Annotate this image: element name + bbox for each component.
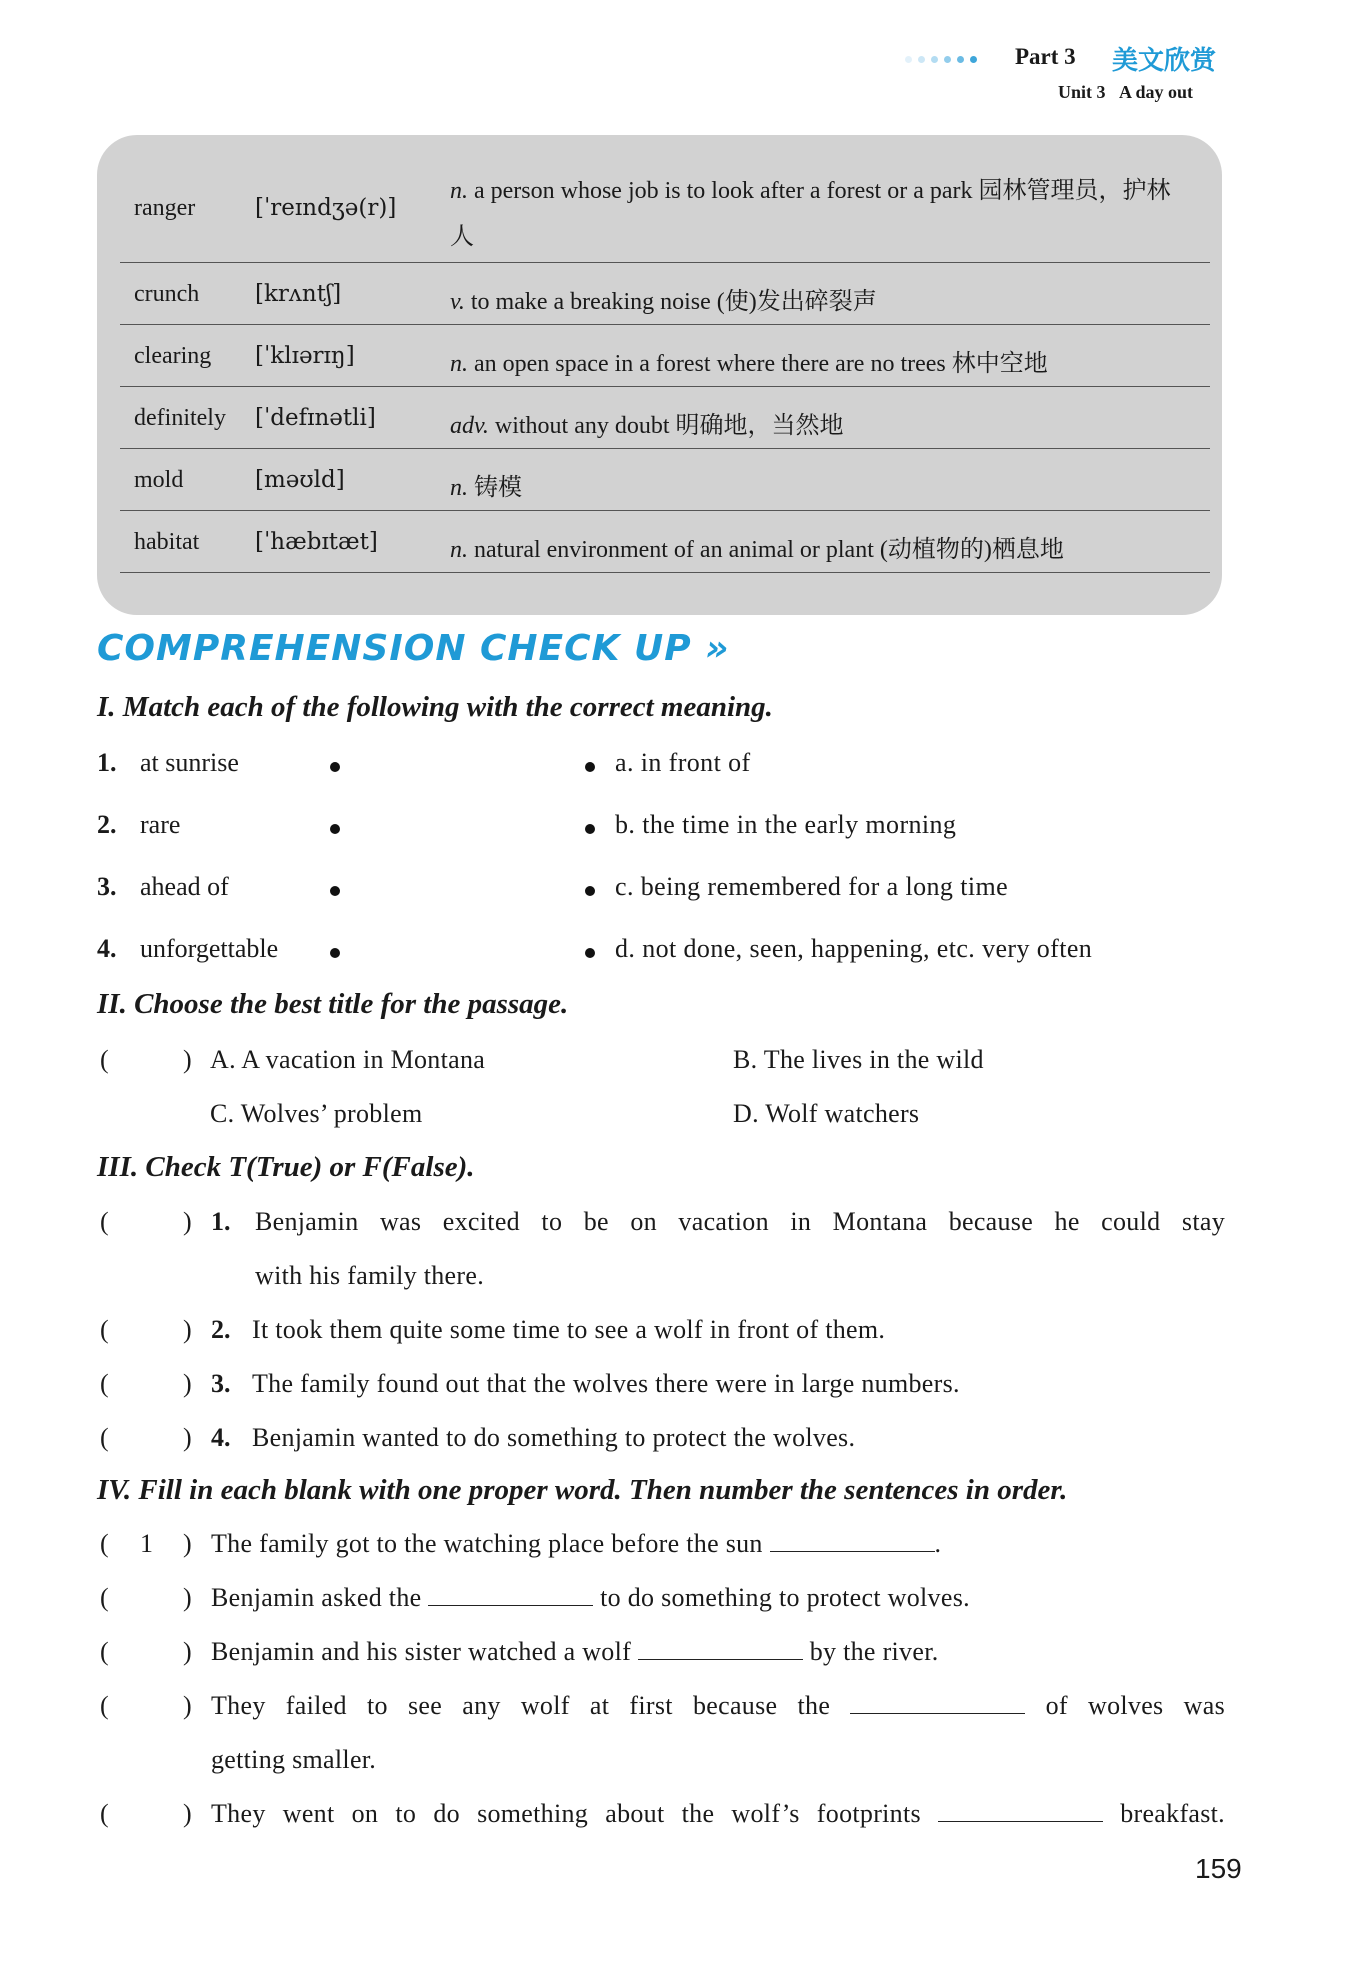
match-left-item: ahead of [140,872,229,901]
tf-statement: It took them quite some time to see a wolf in front of them. [252,1315,886,1344]
vocab-definition [450,529,1190,564]
tf-statement: The family found out that the wolves there were in large numbers. [252,1369,960,1398]
match-left-item: unforgettable [140,934,279,963]
vocab-definition [450,467,1190,502]
answer-paren-close[interactable]: ) [183,1207,192,1236]
answer-paren-open[interactable]: ( [100,1207,109,1236]
match-right-item: a. in front of [615,748,751,777]
sentence-text: to do something to protect wolves. [600,1583,970,1612]
answer-paren-close[interactable]: ) [183,1583,192,1612]
match-dot-right[interactable] [585,762,595,772]
dot [918,56,925,63]
match-number: 4. [97,934,117,963]
vocab-word: crunch [134,281,200,307]
vocab-def-text: 铸模 [474,475,522,501]
match-dot-left[interactable] [330,762,340,772]
vocab-def-text: natural environment of an animal or plant (动植物的)栖息地 [474,537,1064,563]
option-b: B. The lives in the wild [733,1045,984,1074]
sentence-text: They failed to see any wolf at first because the [211,1691,831,1720]
answer-paren-close[interactable]: ) [183,1529,192,1558]
option-c: C. Wolves’ problem [210,1099,423,1128]
answer-paren-close[interactable]: ) [183,1423,192,1452]
fill-sentence-continued: getting smaller. [211,1745,377,1774]
match-left-item: at sunrise [140,748,239,777]
answer-paren-close[interactable]: ) [183,1045,192,1074]
comprehension-title: COMPREHENSION CHECK UP » [97,628,730,669]
header-part-chinese: 美文欣赏 [1112,46,1217,76]
vocab-word: definitely [134,405,226,431]
unit-label: Unit 3 [1058,82,1106,102]
vocab-pronunciation: [ˈklɪərɪŋ] [255,343,355,369]
fill-blank[interactable] [770,1551,935,1552]
dot [970,56,977,63]
tf-statement-continued: with his family there. [255,1261,484,1290]
fill-sentence [211,1583,970,1613]
vocab-divider [120,262,1210,263]
vocab-divider [120,324,1210,325]
match-dot-right[interactable] [585,824,595,834]
vocab-def-text: without any doubt 明确地，当然地 [494,413,844,439]
header-decoration-dots [905,50,983,68]
tf-number: 1. [211,1207,231,1236]
sentence-text: . [934,1529,942,1558]
dot [905,56,912,63]
dot [957,56,964,63]
answer-paren-close[interactable]: ) [183,1369,192,1398]
vocab-pos: adv. [450,413,489,439]
match-dot-left[interactable] [330,886,340,896]
match-number: 3. [97,872,117,901]
match-number: 2. [97,810,117,839]
sentence-text: of wolves was [1045,1691,1225,1720]
vocab-pronunciation: [məʊld] [255,467,345,493]
match-dot-right[interactable] [585,886,595,896]
answer-paren-close[interactable]: ) [183,1799,192,1828]
answer-paren-close[interactable]: ) [183,1315,192,1344]
vocab-divider [120,448,1210,449]
tf-statement: Benjamin was excited to be on vacation in Montana because he could stay [255,1207,1225,1236]
unit-title: A day out [1119,82,1194,102]
tf-number: 4. [211,1423,231,1452]
vocab-pronunciation: [ˈhæbɪtæt] [255,529,378,555]
fill-blank[interactable] [938,1821,1103,1822]
answer-paren-open[interactable]: ( [100,1369,109,1398]
vocab-divider [120,510,1210,511]
vocab-pos: n. [450,178,468,204]
part3-title: III. Check T(True) or F(False). [97,1151,475,1183]
match-left-item: rare [140,810,181,839]
answer-paren-open[interactable]: ( [100,1315,109,1344]
tf-number: 3. [211,1369,231,1398]
page-number: 159 [1195,1853,1242,1884]
dot [944,56,951,63]
part2-title: II. Choose the best title for the passage. [97,988,569,1020]
vocab-divider [120,572,1210,573]
vocab-divider [120,386,1210,387]
part4-title: IV. Fill in each blank with one proper word. Then number the sentences in order. [97,1474,1068,1506]
vocab-pos: v. [450,289,465,315]
part1-title: I. Match each of the following with the correct meaning. [97,691,773,723]
vocab-pronunciation: [ˈreɪndʒə(r)] [255,195,397,221]
sentence-text: Benjamin asked the [211,1583,422,1612]
fill-blank[interactable] [638,1659,803,1660]
vocab-definition [450,343,1190,378]
sentence-text: breakfast. [1120,1799,1225,1828]
vocab-pos: n. [450,475,468,501]
answer-paren-close[interactable]: ) [183,1691,192,1720]
answer-paren-open[interactable]: ( [100,1045,109,1074]
vocab-pronunciation: [ˈdefɪnətli] [255,405,376,431]
order-answer: 1 [140,1529,154,1558]
answer-paren-open[interactable]: ( [100,1799,109,1828]
sentence-text: by the river. [809,1637,939,1666]
answer-paren-open[interactable]: ( [100,1637,109,1666]
answer-paren-open[interactable]: ( [100,1583,109,1612]
vocab-pos: n. [450,537,468,563]
sentence-text: Benjamin and his sister watched a wolf [211,1637,632,1666]
match-right-item: c. being remembered for a long time [615,872,1009,901]
dot [931,56,938,63]
fill-blank[interactable] [850,1713,1025,1714]
sentence-text: They went on to do something about the wolf’s footprints [211,1799,921,1828]
option-a: A. A vacation in Montana [210,1045,486,1074]
vocab-word: mold [134,467,184,493]
fill-blank[interactable] [428,1605,593,1606]
vocab-def-text: an open space in a forest where there are no trees 林中空地 [474,351,1048,377]
answer-paren-open[interactable]: ( [100,1423,109,1452]
vocab-def-text: to make a breaking noise (使)发出碎裂声 [470,289,877,315]
vocab-word: clearing [134,343,212,369]
option-d: D. Wolf watchers [733,1099,920,1128]
tf-number: 2. [211,1315,231,1344]
header-unit [1058,82,1193,103]
fill-sentence [211,1529,941,1559]
vocab-word: ranger [134,195,196,221]
vocab-pronunciation: [krʌntʃ] [255,281,342,307]
match-dot-left[interactable] [330,948,340,958]
vocab-word: habitat [134,529,200,555]
match-right-item: b. the time in the early morning [615,810,957,839]
vocab-definition [450,281,1190,316]
match-number: 1. [97,748,117,777]
match-right-item: d. not done, seen, happening, etc. very often [615,934,1093,963]
fill-sentence [211,1637,939,1667]
fill-sentence [211,1691,1225,1721]
header-part: Part 3 [1015,44,1076,69]
answer-paren-open[interactable]: ( [100,1529,109,1558]
vocab-definition [450,168,1190,260]
tf-statement: Benjamin wanted to do something to protect the wolves. [252,1423,856,1452]
answer-paren-open[interactable]: ( [100,1691,109,1720]
sentence-text: The family got to the watching place before the sun [211,1529,763,1558]
vocab-def-text: a person whose job is to look after a forest or a park 园林管理员，护林人 [450,178,1171,250]
vocab-pos: n. [450,351,468,377]
match-dot-right[interactable] [585,948,595,958]
answer-paren-close[interactable]: ) [183,1637,192,1666]
vocab-definition [450,405,1190,440]
match-dot-left[interactable] [330,824,340,834]
fill-sentence [211,1799,1225,1829]
